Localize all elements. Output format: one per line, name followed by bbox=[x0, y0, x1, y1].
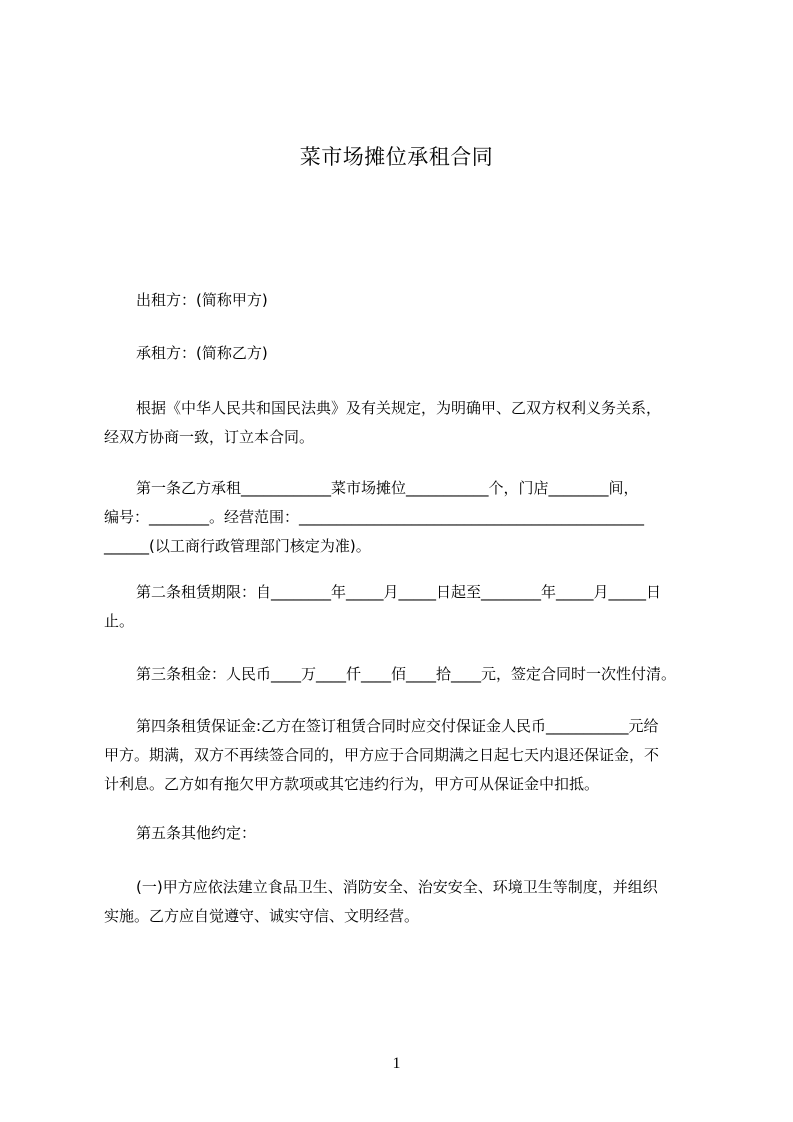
article-2-line-1: 第二条租赁期限：自________年_____月_____日起至________年_____月_____日 bbox=[136, 583, 662, 601]
preamble-line-1: 根据《中华人民共和国民法典》及有关规定，为明确甲、乙双方权利义务关系， bbox=[136, 399, 662, 417]
article-5-item-1-paragraph bbox=[104, 873, 702, 931]
lessor-text: 出租方：(简称甲方) bbox=[136, 291, 268, 309]
article-5-item-1-line-2: 实施。乙方应自觉遵守、诚实守信、文明经营。 bbox=[104, 907, 420, 925]
lessee-text: 承租方：(简称乙方) bbox=[136, 344, 268, 362]
article-4-paragraph bbox=[104, 712, 702, 799]
article-5-heading-line bbox=[104, 819, 734, 848]
article-5-item-1-line-1: (一)甲方应依法建立食品卫生、消防安全、治安安全、环境卫生等制度，并组织 bbox=[136, 878, 658, 896]
article-1-paragraph bbox=[104, 474, 702, 561]
article-1-line-2: 编号：________。经营范围：______________________________________________ bbox=[104, 508, 645, 526]
preamble-line-2: 经双方协商一致，订立本合同。 bbox=[104, 428, 315, 446]
preamble-paragraph bbox=[104, 394, 702, 452]
article-4-line-2: 甲方。期满，双方不再续签合同的，甲方应于合同期满之日起七天内退还保证金，不 bbox=[104, 746, 660, 764]
article-2-paragraph bbox=[104, 578, 702, 636]
article-3-line-1: 第三条租金：人民币____万____仟____佰____拾____元，签定合同时一次性付清。 bbox=[136, 665, 677, 683]
article-4-line-1: 第四条租赁保证金:乙方在签订租赁合同时应交付保证金人民币___________元给 bbox=[136, 717, 659, 735]
lessor-line bbox=[104, 286, 734, 315]
article-3-paragraph bbox=[104, 660, 702, 689]
article-5-heading: 第五条其他约定： bbox=[136, 824, 257, 842]
article-2-line-2: 止。 bbox=[104, 612, 135, 630]
lessee-line bbox=[104, 339, 734, 368]
article-1-line-1: 第一条乙方承租____________菜市场摊位___________个，门店________间， bbox=[136, 479, 639, 497]
article-1-line-3: ______(以工商行政管理部门核定为准)。 bbox=[104, 537, 371, 555]
article-4-line-3: 计利息。乙方如有拖欠甲方款项或其它违约行为，甲方可从保证金中扣抵。 bbox=[104, 775, 600, 793]
page-number: 1 bbox=[392, 1055, 401, 1072]
contract-title: 菜市场摊位承租合同 bbox=[299, 145, 494, 169]
